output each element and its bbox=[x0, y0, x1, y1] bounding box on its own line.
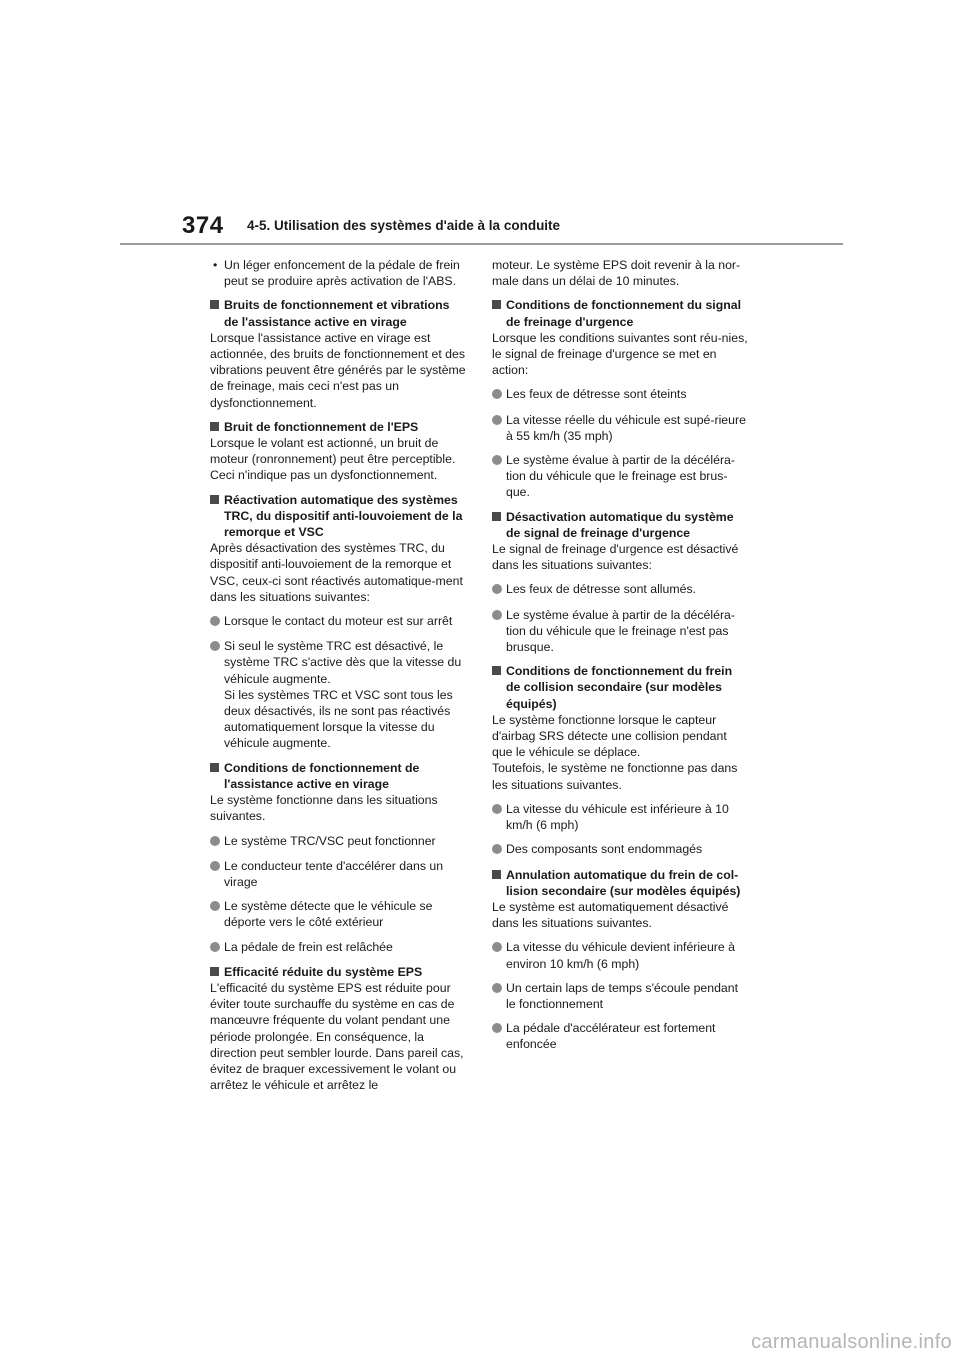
list-item bbox=[492, 581, 749, 598]
heading-text: Réactivation automatique des systèmes TRC, du dispositif anti-louvoiement de la remorque et VSC bbox=[224, 492, 463, 540]
paragraph: Le système fonctionne dans les situations suivantes. bbox=[210, 793, 438, 824]
section-heading bbox=[492, 297, 749, 329]
heading-text: Conditions de fonctionnement du signal de freinage d'urgence bbox=[506, 298, 741, 329]
square-bullet-icon bbox=[210, 760, 224, 792]
circle-bullet-icon bbox=[492, 1020, 506, 1052]
list-item-text: Le système évalue à partir de la décéléra-tion du véhicule que le freinage est brus-que. bbox=[506, 453, 735, 500]
list-item bbox=[210, 898, 467, 930]
section-heading bbox=[210, 297, 467, 329]
square-bullet-icon bbox=[492, 297, 506, 329]
list-item-text: Le système détecte que le véhicule se déporte vers le côté extérieur bbox=[224, 899, 433, 930]
list-item-text: Des composants sont endommagés bbox=[506, 842, 703, 857]
circle-bullet-icon bbox=[210, 833, 224, 850]
left-column bbox=[210, 257, 467, 1101]
list-item bbox=[492, 980, 749, 1012]
circle-bullet-icon bbox=[492, 939, 506, 971]
square-bullet-icon bbox=[210, 964, 224, 980]
list-item bbox=[210, 858, 467, 890]
paragraph: Le système est automatiquement désactivé dans les situations suivantes. bbox=[492, 899, 729, 931]
list-item bbox=[492, 412, 749, 444]
bullet-text: Un léger enfoncement de la pédale de frein peut se produire après activation de l'ABS. bbox=[224, 258, 460, 289]
paragraph: Lorsque l'assistance active en virage est actionnée, des bruits de fonctionnement et des vibrations peuvent être générés par le système de freinage, mais ceci n'est pas un dysfonctionnement. bbox=[210, 330, 466, 410]
section-heading bbox=[210, 964, 467, 980]
section-heading bbox=[210, 492, 467, 541]
list-item bbox=[210, 638, 467, 751]
square-bullet-icon bbox=[210, 419, 224, 435]
heading-text: Conditions de fonctionnement du frein de collision secondaire (sur modèles équipés) bbox=[506, 664, 733, 711]
list-item bbox=[210, 833, 467, 850]
square-bullet-icon bbox=[492, 867, 506, 899]
list-item-text: Les feux de détresse sont allumés. bbox=[506, 582, 697, 597]
circle-bullet-icon bbox=[492, 607, 506, 656]
page-number: 374 bbox=[182, 212, 224, 239]
right-column bbox=[492, 257, 749, 1061]
paragraph: Le système fonctionne lorsque le capteur d'airbag SRS détecte une collision pendant que le véhicule se déplace. Toutefois, le système ne fonctionne pas dans les situations suivantes. bbox=[492, 712, 738, 792]
list-item bbox=[492, 386, 749, 403]
list-item bbox=[492, 939, 749, 971]
list-item bbox=[492, 452, 749, 501]
list-item-text: Les feux de détresse sont éteints bbox=[506, 387, 687, 402]
heading-text: Annulation automatique du frein de col-lision secondaire (sur modèles équipés) bbox=[506, 867, 741, 898]
list-item-text: Le système TRC/VSC peut fonctionner bbox=[224, 833, 436, 848]
circle-bullet-icon bbox=[492, 841, 506, 858]
list-item-text: Un certain laps de temps s'écoule pendant le fonctionnement bbox=[506, 980, 739, 1011]
list-item bbox=[210, 613, 467, 630]
heading-text: Bruit de fonctionnement de l'EPS bbox=[224, 419, 419, 434]
section-heading bbox=[492, 663, 749, 712]
square-bullet-icon bbox=[492, 509, 506, 541]
circle-bullet-icon bbox=[492, 801, 506, 833]
heading-text: Désactivation automatique du système de signal de freinage d'urgence bbox=[506, 509, 734, 540]
list-item bbox=[492, 801, 749, 833]
watermark: carmanualsonline.info bbox=[751, 1331, 952, 1353]
paragraph: Lorsque les conditions suivantes sont réu-nies, le signal de freinage d'urgence se met en action: bbox=[492, 330, 748, 378]
circle-bullet-icon bbox=[210, 898, 224, 930]
section-heading bbox=[210, 419, 467, 435]
list-item bbox=[492, 841, 749, 858]
paragraph: L'efficacité du système EPS est réduite pour éviter toute surchauffe du système en cas de manœuvre fréquente du volant pendant une période prolongée. En conséquence, la direction peut sembler lourde. Dans pareil cas, évitez de braquer excessivement le volant ou arrêtez le véhicule et arrêtez le bbox=[210, 980, 464, 1093]
section-heading bbox=[210, 760, 467, 792]
heading-text: Bruits de fonctionnement et vibrations de l'assistance active en virage bbox=[224, 298, 450, 329]
square-bullet-icon bbox=[210, 297, 224, 329]
section-heading bbox=[492, 509, 749, 541]
paragraph: Lorsque le volant est actionné, un bruit de moteur (ronronnement) peut être perceptible. Ceci n'indique pas un dysfonctionnement. bbox=[210, 436, 456, 483]
square-bullet-icon bbox=[210, 492, 224, 541]
circle-bullet-icon bbox=[492, 386, 506, 403]
section-title: 4-5. Utilisation des systèmes d'aide à la conduite bbox=[247, 218, 561, 233]
circle-bullet-icon bbox=[210, 613, 224, 630]
list-item-text: Lorsque le contact du moteur est sur arrêt bbox=[224, 614, 453, 629]
list-item-text: La vitesse réelle du véhicule est supé-rieure à 55 km/h (35 mph) bbox=[506, 412, 746, 443]
list-item-text: La vitesse du véhicule devient inférieure à environ 10 km/h (6 mph) bbox=[506, 940, 735, 971]
circle-bullet-icon bbox=[492, 452, 506, 501]
list-item bbox=[210, 939, 467, 956]
page-header bbox=[0, 0, 960, 250]
heading-text: Conditions de fonctionnement de l'assistance active en virage bbox=[224, 760, 420, 791]
list-item-text: La pédale de frein est relâchée bbox=[224, 939, 393, 954]
list-item-text: Si seul le système TRC est désactivé, le système TRC s'active dès que la vitesse du véhicule augmente. Si les systèmes TRC et VSC sont tous les deux désactivés, ils ne sont pas réactivés automatiquement lorsque la vitesse du véhicule augmente. bbox=[224, 639, 462, 751]
list-item-text: La pédale d'accélérateur est fortement enfoncée bbox=[506, 1021, 716, 1052]
list-item-text: La vitesse du véhicule est inférieure à 10 km/h (6 mph) bbox=[506, 801, 729, 833]
circle-bullet-icon bbox=[492, 980, 506, 1012]
list-item bbox=[492, 1020, 749, 1052]
paragraph: moteur. Le système EPS doit revenir à la nor-male dans un délai de 10 minutes. bbox=[492, 258, 741, 289]
bullet-dot-icon: • bbox=[213, 258, 218, 272]
paragraph: Après désactivation des systèmes TRC, du dispositif anti-louvoiement de la remorque et VSC, ceux-ci sont réactivés automatique-ment dans les situations suivantes: bbox=[210, 541, 463, 604]
heading-text: Efficacité réduite du système EPS bbox=[224, 964, 423, 979]
bullet-item bbox=[210, 257, 467, 289]
section-heading bbox=[492, 867, 749, 899]
circle-bullet-icon bbox=[492, 412, 506, 444]
circle-bullet-icon bbox=[492, 581, 506, 598]
list-item-text: Le système évalue à partir de la décéléra-tion du véhicule que le freinage n'est pas brusque. bbox=[506, 607, 735, 655]
paragraph: Le signal de freinage d'urgence est désactivé dans les situations suivantes: bbox=[492, 542, 739, 573]
circle-bullet-icon bbox=[210, 939, 224, 956]
header-divider bbox=[120, 243, 843, 245]
circle-bullet-icon bbox=[210, 638, 224, 751]
circle-bullet-icon bbox=[210, 858, 224, 890]
square-bullet-icon bbox=[492, 663, 506, 712]
list-item-text: Le conducteur tente d'accélérer dans un virage bbox=[224, 858, 444, 889]
list-item bbox=[492, 607, 749, 656]
